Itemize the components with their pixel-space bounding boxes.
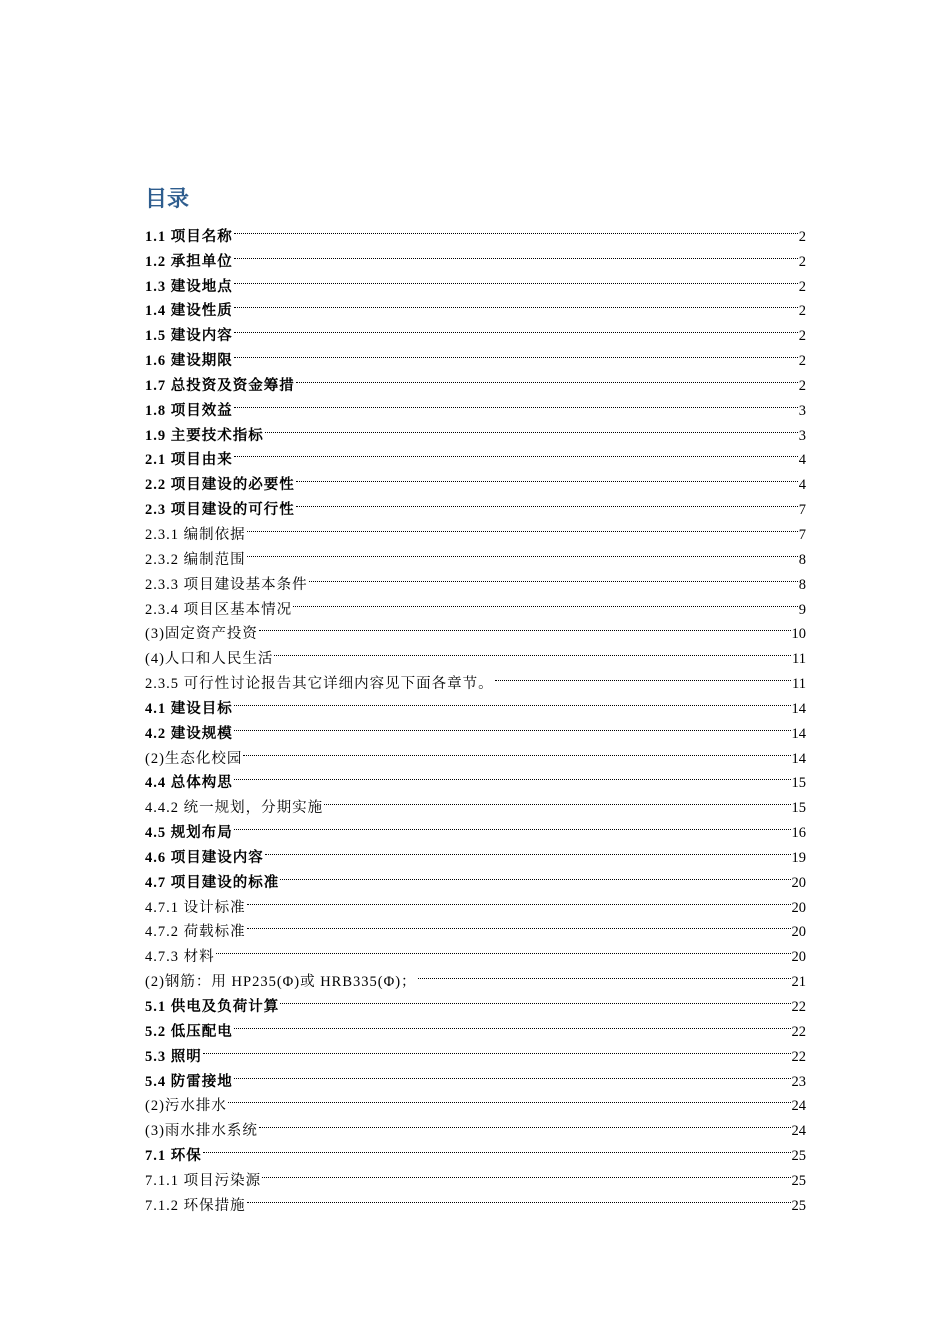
toc-entry-page: 25 [791, 1197, 806, 1214]
toc-entry-page: 9 [798, 601, 806, 618]
toc-dot-leader [234, 713, 791, 738]
toc-entry-page: 20 [791, 899, 806, 916]
toc-entry-page: 22 [791, 999, 806, 1015]
toc-entry-label: 7.1 环保 [145, 1148, 202, 1165]
toc-entry-label: 5.3 照明 [145, 1048, 202, 1065]
toc-dot-leader [418, 961, 791, 986]
toc-entry-page: 25 [791, 1148, 806, 1165]
toc-entry[interactable] [145, 936, 806, 966]
toc-entry-page: 3 [798, 402, 806, 419]
toc-entry[interactable] [145, 1160, 806, 1189]
toc-entry-label: 1.2 承担单位 [145, 253, 233, 270]
toc-entry[interactable] [145, 738, 806, 767]
toc-entry-page: 8 [798, 551, 806, 568]
toc-entry-label: 4.7.2 荷载标准 [145, 924, 246, 941]
toc-entry-page: 15 [791, 800, 806, 817]
toc-title: 目录 [145, 187, 190, 212]
toc-entry-page: 22 [791, 1023, 806, 1040]
toc-entry-page: 2 [798, 377, 806, 394]
toc-entry[interactable] [145, 315, 806, 345]
toc-entry-label: 1.8 项目效益 [145, 402, 233, 419]
toc-dot-leader [234, 266, 798, 291]
toc-dot-leader [234, 390, 798, 415]
toc-entry-label: 1.7 总投资及资金筹措 [145, 377, 295, 394]
toc-dot-leader [262, 1160, 790, 1185]
toc-dot-leader [247, 887, 791, 912]
toc-dot-leader [247, 912, 791, 937]
toc-dot-leader [247, 514, 798, 539]
toc-entry-label: 4.4 总体构思 [145, 775, 233, 792]
toc-entry-page: 7 [798, 526, 806, 543]
toc-entry[interactable] [145, 812, 806, 842]
toc-entry-page: 8 [798, 576, 806, 593]
toc-dot-leader [247, 539, 798, 564]
toc-entry[interactable] [145, 241, 806, 270]
toc-list [145, 216, 806, 1214]
toc-dot-leader [234, 688, 791, 713]
toc-entry-label: 2.3.1 编制依据 [145, 526, 246, 543]
toc-entry-label: 5.2 低压配电 [145, 1023, 233, 1040]
toc-entry-label: 2.1 项目由来 [145, 452, 233, 469]
toc-entry[interactable] [145, 713, 806, 742]
toc-dot-leader [247, 1185, 791, 1210]
toc-entry[interactable] [145, 440, 806, 469]
toc-entry[interactable] [145, 763, 806, 792]
toc-entry-label: 5.1 供电及负荷计算 [145, 999, 280, 1015]
toc-dot-leader [296, 464, 798, 489]
toc-dot-leader [234, 763, 791, 788]
toc-dot-leader [234, 812, 791, 837]
toc-entry[interactable] [145, 787, 806, 817]
toc-dot-leader [296, 365, 798, 390]
toc-entry[interactable] [145, 1011, 806, 1040]
toc-entry-label: (2)钢筋：用 HP235(Φ)或 HRB335(Φ)； [145, 974, 417, 991]
toc-entry-page: 21 [791, 974, 806, 991]
toc-entry-page: 14 [791, 700, 806, 717]
toc-entry-label: 1.3 建设地点 [145, 278, 233, 295]
toc-dot-leader [234, 440, 798, 465]
toc-entry[interactable] [145, 415, 806, 444]
toc-entry-label: 1.4 建设性质 [145, 303, 233, 320]
toc-entry-page: 2 [798, 228, 806, 245]
toc-entry-label: 2.3.3 项目建设基本条件 [145, 576, 308, 593]
toc-dot-leader [309, 564, 798, 589]
toc-entry-label: 4.1 建设目标 [145, 700, 233, 717]
toc-dot-leader [324, 787, 790, 812]
toc-dot-leader [203, 1135, 791, 1160]
toc-entry-page: 3 [798, 427, 806, 444]
toc-entry-page: 4 [798, 477, 806, 494]
toc-dot-leader [243, 738, 790, 763]
toc-dot-leader [234, 216, 798, 241]
toc-entry-page: 14 [791, 725, 806, 742]
toc-entry-page: 7 [798, 502, 806, 519]
toc-entry-label: 2.3 项目建设的可行性 [145, 502, 295, 519]
toc-dot-leader [234, 241, 798, 266]
toc-entry-label: (2)生态化校园 [145, 750, 243, 767]
toc-entry[interactable] [145, 464, 806, 494]
toc-entry-page: 24 [791, 1098, 806, 1115]
toc-entry-page: 22 [791, 1048, 806, 1065]
toc-entry[interactable] [145, 340, 806, 370]
toc-entry-label: 7.1.1 项目污染源 [145, 1172, 262, 1189]
toc-entry-label: 1.9 主要技术指标 [145, 427, 264, 444]
toc-entry-page: 2 [798, 353, 806, 370]
toc-entry-label: (2)污水排水 [145, 1098, 227, 1115]
toc-entry-page: 20 [791, 874, 806, 891]
toc-entry-label: (4)人口和人民生活 [145, 651, 274, 668]
toc-entry[interactable] [145, 291, 806, 320]
toc-entry-label: 4.7 项目建设的标准 [145, 874, 280, 891]
toc-dot-leader [293, 589, 798, 614]
toc-entry[interactable] [145, 837, 806, 866]
toc-dot-leader [274, 638, 791, 663]
toc-entry-label: 4.2 建设规模 [145, 725, 233, 742]
toc-dot-leader [296, 489, 798, 514]
toc-dot-leader [234, 291, 798, 316]
toc-entry-page: 4 [798, 452, 806, 469]
toc-entry-label: 2.3.5 可行性讨论报告其它详细内容见下面各章节。 [145, 676, 494, 693]
toc-dot-leader [234, 1061, 791, 1086]
toc-dot-leader [203, 1036, 791, 1061]
toc-entry-label: 2.3.2 编制范围 [145, 551, 246, 568]
toc-entry-page: 2 [798, 278, 806, 295]
toc-entry-label: 1.6 建设期限 [145, 353, 233, 370]
toc-entry-label: 2.2 项目建设的必要性 [145, 477, 295, 494]
toc-entry-label: 4.5 规划布局 [145, 825, 233, 842]
toc-entry[interactable] [145, 1086, 806, 1115]
toc-entry-label: 1.5 建设内容 [145, 328, 233, 345]
toc-entry[interactable] [145, 1110, 806, 1140]
toc-entry-page: 20 [791, 949, 806, 966]
toc-entry-label: 2.3.4 项目区基本情况 [145, 601, 293, 618]
toc-entry-page: 11 [792, 651, 806, 668]
toc-entry-page: 2 [798, 253, 806, 270]
toc-dot-leader [228, 1086, 791, 1111]
toc-entry-label: 5.4 防雷接地 [145, 1073, 233, 1090]
toc-entry-page: 15 [791, 775, 806, 792]
toc-entry-page: 16 [791, 825, 806, 842]
toc-dot-leader [216, 936, 791, 961]
toc-entry-page: 25 [791, 1172, 806, 1189]
toc-entry-label: 4.7.3 材料 [145, 949, 215, 966]
toc-entry[interactable] [145, 365, 806, 394]
toc-dot-leader [234, 1011, 791, 1036]
toc-dot-leader [280, 986, 790, 1011]
toc-entry-page: 20 [791, 924, 806, 941]
toc-dot-leader [280, 862, 790, 887]
toc-entry[interactable] [145, 961, 806, 991]
toc-entry-label: 1.1 项目名称 [145, 228, 233, 245]
toc-entry-label: 4.7.1 设计标准 [145, 899, 246, 916]
toc-entry-page: 10 [791, 626, 806, 643]
toc-entry-page: 23 [791, 1073, 806, 1090]
toc-entry-label: (3)固定资产投资 [145, 626, 258, 643]
toc-entry-page: 11 [792, 676, 806, 693]
toc-dot-leader [265, 415, 798, 440]
toc-entry-label: 7.1.2 环保措施 [145, 1197, 246, 1214]
toc-entry[interactable] [145, 390, 806, 419]
toc-entry[interactable] [145, 688, 806, 717]
toc-entry-page: 2 [798, 303, 806, 320]
toc-dot-leader [259, 614, 791, 639]
toc-entry[interactable] [145, 1036, 806, 1065]
toc-dot-leader [265, 837, 791, 862]
toc-entry-page: 24 [791, 1123, 806, 1140]
toc-entry[interactable] [145, 1135, 806, 1165]
toc-entry[interactable] [145, 1061, 806, 1090]
toc-entry-label: 4.6 项目建设内容 [145, 849, 264, 866]
toc-entry[interactable] [145, 266, 806, 295]
toc-entry-page: 2 [798, 328, 806, 345]
toc-dot-leader [259, 1110, 791, 1135]
toc-dot-leader [495, 663, 791, 688]
toc-entry[interactable] [145, 216, 806, 245]
toc-entry-page: 14 [791, 750, 806, 767]
toc-entry-label: (3)雨水排水系统 [145, 1123, 258, 1140]
toc-entry-label: 4.4.2 统一规划，分期实施 [145, 800, 324, 817]
toc-dot-leader [234, 340, 798, 365]
toc-dot-leader [234, 315, 798, 340]
toc-entry-page: 19 [791, 849, 806, 866]
